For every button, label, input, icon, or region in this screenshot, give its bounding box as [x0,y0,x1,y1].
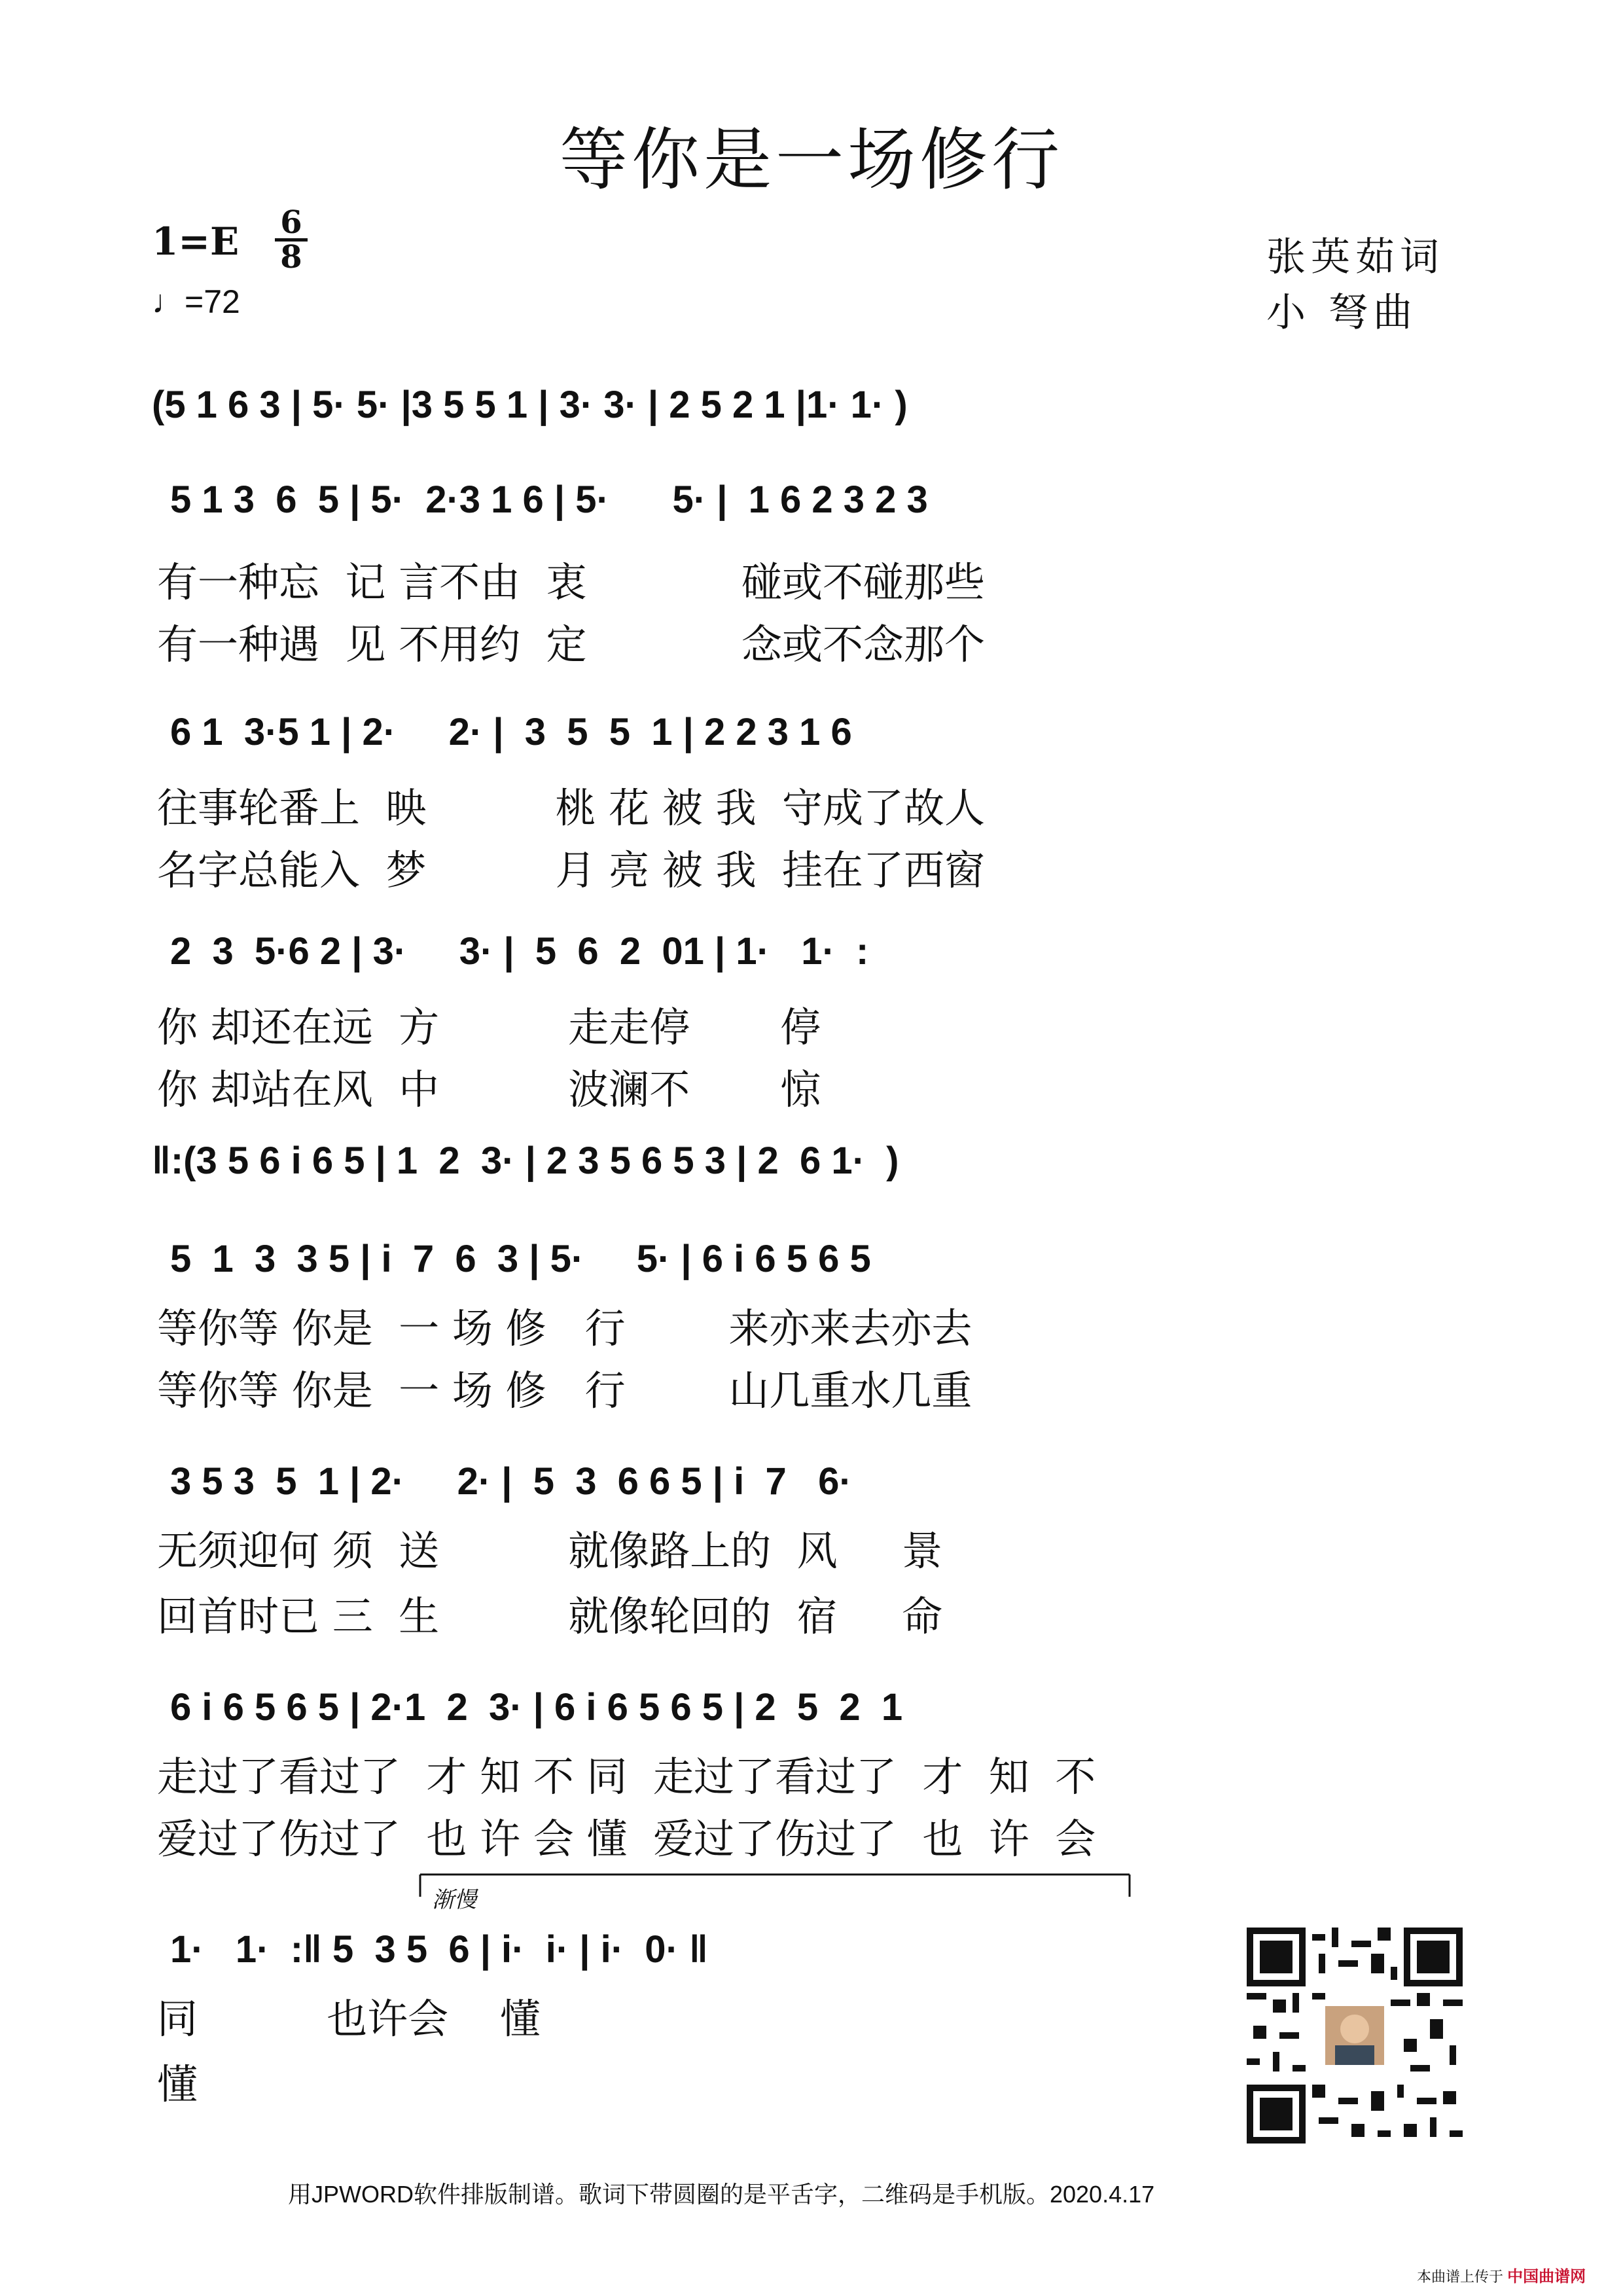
notation-line: 6 i 6 5 6 5 | 2·1 2 3· | 6 i 6 5 6 5 | 2 5 2 1 [170,1686,903,1729]
lyric-line: 名字总能入 梦 月 亮 被 我 挂在了西窗 [157,846,986,894]
notation-line: 5 1 3 6 5 | 5· 2·3 1 6 | 5· 5· | 1 6 2 3 2 3 [170,478,928,521]
lyric-line: 爱过了伤过了 也 许 会 懂 爱过了伤过了 也 许 会 [157,1815,1096,1863]
lyricist-credit: 张英茹词 [1266,234,1444,280]
lyric-line: 你 却站在风 中 波澜不 惊 [157,1066,821,1113]
lyric-line: 走过了看过了 才 知 不 同 走过了看过了 才 知 不 [157,1753,1096,1801]
lyric-line: 无须迎何 须 送 就像路上的 风 景 [157,1527,943,1575]
tempo-marking: ♩=72 [152,283,240,320]
composer-credit: 小 弩曲 [1266,290,1418,336]
notation-line: 5 1 3 3 5 | i 7 6 3 | 5· 5· | 6 i 6 5 6 5 [170,1238,871,1280]
page-title: 等你是一场修行 [559,120,1063,200]
notation-line: (5 1 6 3 | 5· 5· |3 5 5 1 | 3· 3· | 2 5 2 1 |1· 1· ) [152,384,908,426]
lyric-line: 等你等 你是 一 场 修 行 山几重水几重 [157,1367,972,1414]
lyric-line: 你 却还在远 方 走走停 停 [157,1003,821,1051]
lyric-line: 回首时已 三 生 就像轮回的 宿 命 [157,1592,943,1640]
upload-text: 本曲谱上传于 [1417,2269,1504,2285]
notation-line: 2 3 5·6 2 | 3· 3· | 5 6 2 01 | 1· 1· : [170,930,869,973]
time-denominator: 8 [280,239,302,276]
footer-note: 用JPWORD软件排版制谱。歌词下带圆圈的是平舌字，二维码是手机版。2020.4.17 [288,2181,1155,2208]
lyric-line: 等你等 你是 一 场 修 行 来亦来去亦去 [157,1304,972,1352]
lyric-line: 有一种忘 记 言不由 衷 碰或不碰那些 [157,558,986,606]
time-signature [275,204,308,276]
tempo-change-marking: 渐慢 [432,1887,476,1913]
ritardando-bracket [419,1872,1132,1898]
notation-line: 1· 1· :‖ 5 3 5 6 | i· i· | i· 0· ‖ [170,1928,708,1971]
upload-note [1417,2263,1586,2286]
lyric-line: 往事轮番上 映 桃 花 被 我 守成了故人 [157,784,986,832]
brand-logo: 中国曲谱网 [1507,2268,1586,2286]
notation-line: ‖:(3 5 6 i 6 5 | 1 2 3· | 2 3 5 6 5 3 | 2 6 1· ) [152,1139,899,1182]
notation-line: 3 5 3 5 1 | 2· 2· | 5 3 6 6 5 | i 7 6· [170,1460,852,1503]
notation-line: 6 1 3·5 1 | 2· 2· | 3 5 5 1 | 2 2 3 1 6 [170,711,852,753]
lyric-line: 懂 [157,2060,198,2108]
lyric-line: 同 也许会 懂 [157,1995,541,2043]
lyric-line: 有一种遇 见 不用约 定 念或不念那个 [157,620,986,668]
time-numerator: 6 [280,204,302,241]
qr-code [1247,1928,1463,2144]
key-signature: 1=E [152,219,240,264]
